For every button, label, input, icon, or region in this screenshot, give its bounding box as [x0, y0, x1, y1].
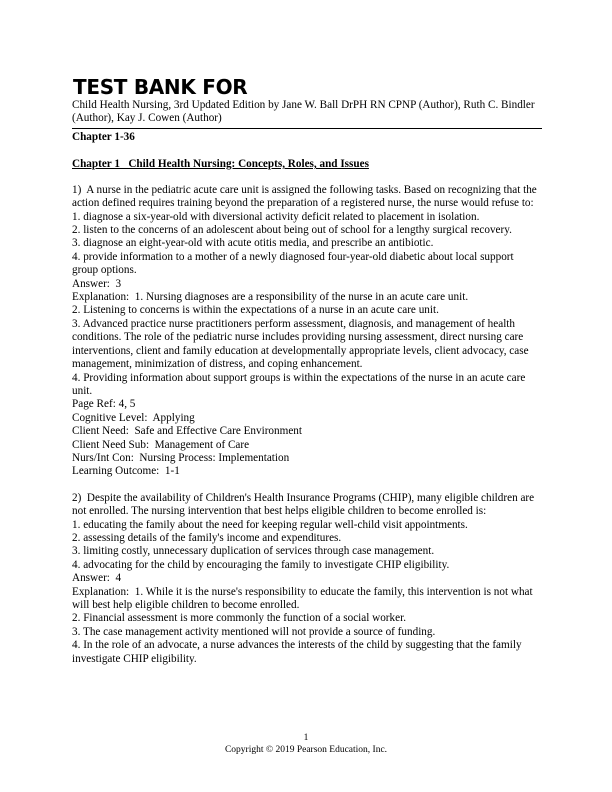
document-page: [72, 76, 542, 666]
explanation: 4. Providing information about support groups is within the expectations of the nurse in an acute care unit.: [72, 371, 529, 397]
option: 1. educating the family about the need for keeping regular well-child visit appointments.: [72, 518, 468, 531]
option: 4. provide information to a mother of a newly diagnosed four-year-old diabetic about local support group options.: [72, 250, 517, 277]
option: 2. listen to the concerns of an adolescent about being out of school for a lengthy surgical recovery.: [72, 224, 512, 237]
chapter-heading: Chapter 1 Child Health Nursing: Concepts, Roles, and Issues: [72, 157, 369, 170]
explanation: 2. Listening to concerns is within the expectations of a nurse in an acute care unit.: [72, 304, 439, 317]
answer: Answer: 3: [72, 277, 122, 290]
explanation: Explanation: 1. While it is the nurse's responsibility to educate the family, this intervention is not what will best help eligible children to become enrolled.: [72, 585, 536, 611]
question-stem: 2) Despite the availability of Children's Health Insurance Programs (CHIP), many eligible children are not enrolled. The nursing intervention that best helps eligible children to become enrolled is:: [72, 491, 537, 518]
explanation: Explanation: 1. Nursing diagnoses are a responsibility of the nurse in an acute care unit.: [72, 291, 469, 304]
copyright-notice: Copyright © 2019 Pearson Education, Inc.: [224, 745, 388, 755]
option: 4. advocating for the child by encouraging the family to investigate CHIP eligibility.: [72, 558, 450, 571]
option: 3. limiting costly, unnecessary duplication of services through case management.: [72, 545, 435, 558]
cognitive-level: Cognitive Level: Applying: [72, 411, 195, 424]
question-1: [72, 184, 542, 479]
client-need-sub: Client Need Sub: Management of Care: [72, 438, 250, 451]
explanation: 3. The case management activity mentioned will not provide a source of funding.: [72, 625, 436, 638]
option: 2. assessing details of the family's income and expenditures.: [72, 531, 342, 544]
book-citation: Child Health Nursing, 3rd Updated Edition by Jane W. Ball DrPH RN CPNP (Author), Ruth C. Bindler (Author), Kay J. Cowen (Author): [72, 99, 535, 125]
learning-outcome: Learning Outcome: 1-1: [72, 465, 180, 478]
client-need: Client Need: Safe and Effective Care Environment: [72, 425, 302, 438]
explanation: 4. In the role of an advocate, a nurse advances the interests of the child by suggesting that the family investigate CHIP eligibility.: [72, 639, 525, 665]
explanation: 3. Advanced practice nurse practitioners perform assessment, diagnosis, and management of health conditions. The role of the pediatric nurse includes providing nursing assessment, direct nursing care interventions, client and family education at developmentally appropriate levels, client advocacy, case management, minimization of distress, and coping enhancement.: [72, 317, 532, 371]
question-2: [72, 492, 542, 666]
answer: Answer: 4: [72, 572, 122, 585]
page-ref: Page Ref: 4, 5: [72, 398, 136, 411]
question-stem: 1) A nurse in the pediatric acute care unit is assigned the following tasks. Based on recognizing that the action defined requires training beyond the preparation of a registered nurse, the nurse would refuse to:: [72, 183, 540, 210]
option: 1. diagnose a six-year-old with diversional activity deficit related to placement in isolation.: [72, 210, 480, 223]
explanation: 2. Financial assessment is more commonly the function of a social worker.: [72, 612, 406, 625]
test-bank-banner: TEST BANK FOR: [73, 75, 248, 99]
nurs-int-con: Nurs/Int Con: Nursing Process: Implementation: [72, 451, 290, 464]
chapter-range: Chapter 1-36: [72, 130, 135, 143]
option: 3. diagnose an eight-year-old with acute otitis media, and prescribe an antibiotic.: [72, 237, 434, 250]
header-divider: [72, 128, 542, 129]
page-number: 1: [303, 733, 309, 743]
